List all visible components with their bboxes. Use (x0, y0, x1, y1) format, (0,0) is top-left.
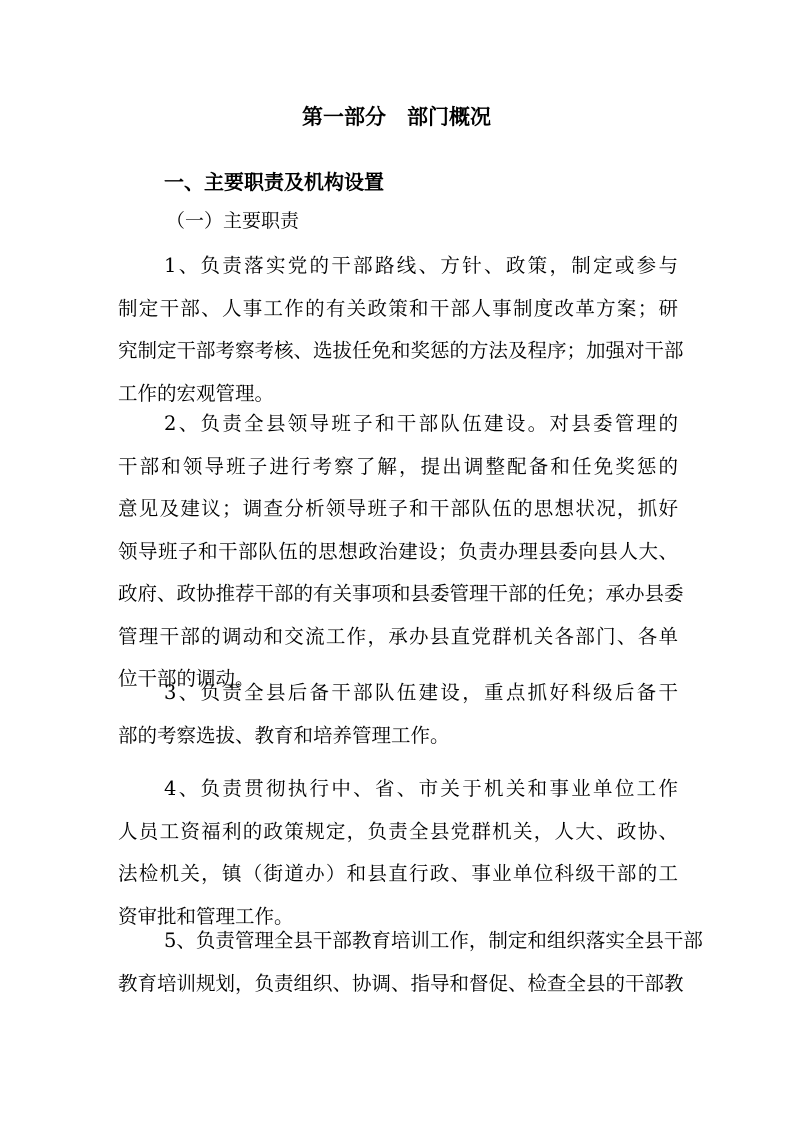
paragraph-line: 政府、政协推荐干部的有关事项和县委管理干部的任免；承办县委 (118, 582, 684, 605)
paragraph-line: 5、负责管理全县干部教育培训工作，制定和组织落实全县干部 (164, 929, 703, 952)
paragraph-line: 领导班子和干部队伍的思想政治建设；负责办理县委向县人大、 (118, 539, 678, 563)
paragraph-line: 部的考察选拔、教育和培养管理工作。 (118, 723, 450, 747)
paragraph-line: 2、负责全县领导班子和干部队伍建设。对县委管理的 (164, 412, 678, 435)
paragraph-line: 意见及建议；调查分析领导班子和干部队伍的思想状况，抓好 (118, 497, 678, 520)
section-heading: 一、主要职责及机构设置 (164, 170, 384, 194)
sub-heading: （一）主要职责 (166, 210, 300, 232)
paragraph-line: 干部和领导班子进行考察了解，提出调整配备和任免奖惩的 (118, 454, 678, 478)
paragraph-line: 法检机关，镇（街道办）和县直行政、事业单位科级干部的工 (118, 862, 678, 885)
paragraph-line: 究制定干部考察考核、选拔任免和奖惩的方法及程序；加强对干部 (118, 339, 684, 362)
paragraph-line: 资审批和管理工作。 (118, 904, 294, 928)
paragraph-4 (118, 768, 678, 938)
paragraph-5 (118, 920, 703, 1005)
paragraph-line: 管理干部的调动和交流工作，承办县直党群机关各部门、各单 (118, 624, 678, 648)
paragraph-line: 1、负责落实党的干部路线、方针、政策，制定或参与 (164, 254, 678, 277)
paragraph-line: 制定干部、人事工作的有关政策和干部人事制度改革方案；研 (118, 296, 678, 320)
page-title: 第一部分 部门概况 (302, 105, 491, 129)
paragraph-3 (118, 672, 678, 757)
paragraph-line: 位干部的调动。 (118, 667, 255, 690)
paragraph-line: 3、负责全县后备干部队伍建设，重点抓好科级后备干 (164, 681, 678, 704)
paragraph-line: 工作的宏观管理。 (118, 381, 275, 405)
paragraph-2 (118, 403, 684, 701)
paragraph-line: 人员工资福利的政策规定，负责全县党群机关，人大、政协、 (118, 819, 678, 843)
paragraph-line: 4、负责贯彻执行中、省、市关于机关和事业单位工作 (164, 777, 678, 800)
paragraph-line: 教育培训规划，负责组织、协调、指导和督促、检查全县的干部教 (118, 971, 684, 995)
paragraph-1 (118, 245, 684, 415)
